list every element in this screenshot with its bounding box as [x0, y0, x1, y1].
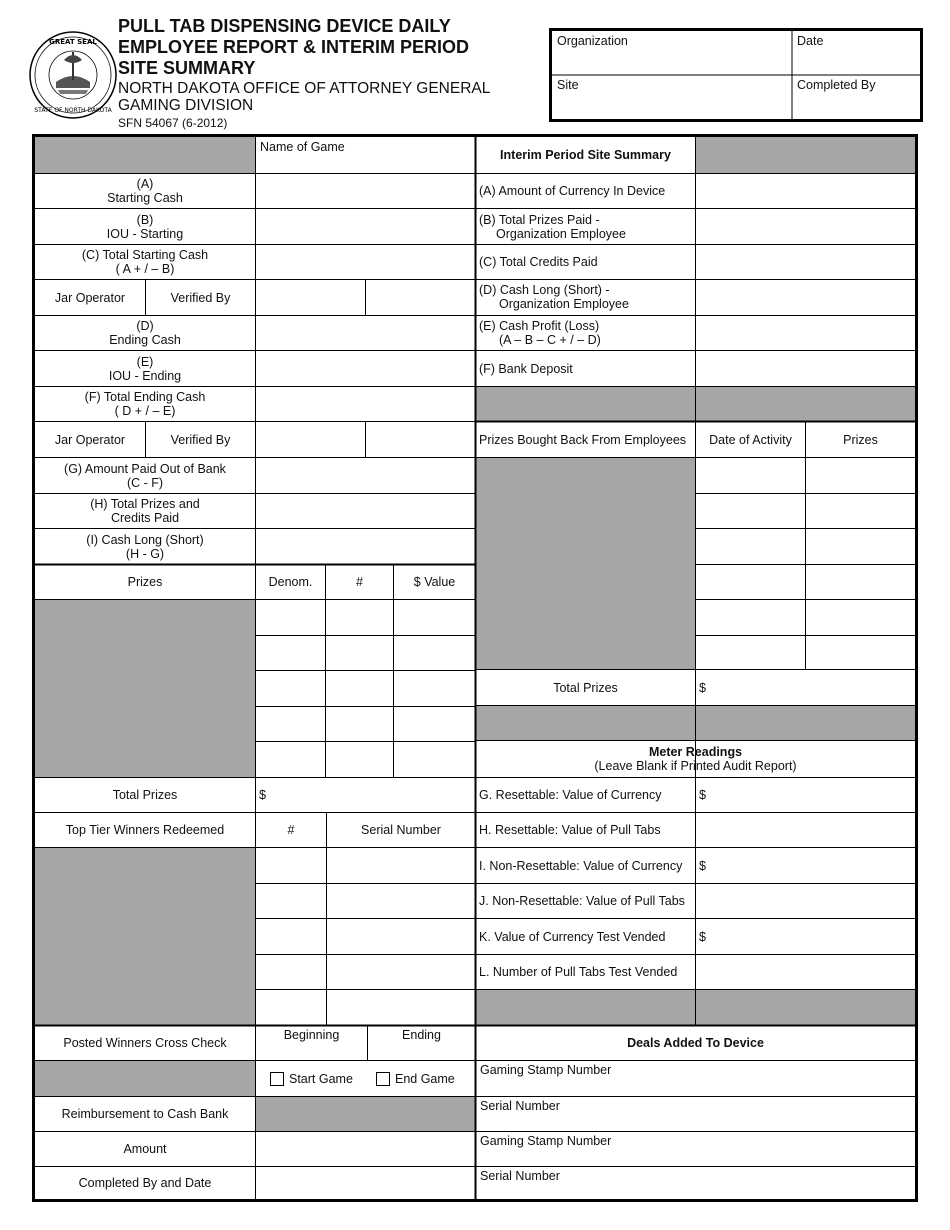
serial-number-field[interactable]: Serial Number: [480, 1099, 560, 1113]
bank-deposit-label: (F) Bank Deposit: [479, 361, 573, 376]
svg-text:GREAT SEAL: GREAT SEAL: [49, 38, 97, 46]
total-prizes-credits-field[interactable]: [256, 494, 475, 528]
prizes-header: Prizes: [843, 432, 878, 447]
pull-tabs-test-vended-field[interactable]: [696, 955, 915, 989]
form-title: PULL TAB DISPENSING DEVICE DAILY EMPLOYEE REPORT & INTERIM PERIOD SITE SUMMARY: [118, 16, 470, 78]
jar-operator-end-field[interactable]: [256, 422, 365, 457]
verified-by-label: Verified By: [170, 290, 231, 305]
top-tier-winners-label: Top Tier Winners Redeemed: [65, 823, 225, 837]
currency-test-vended-label: K. Value of Currency Test Vended: [479, 929, 666, 944]
total-prizes-credits-label: (H) Total Prizes and Credits Paid: [90, 497, 200, 525]
iou-starting-field[interactable]: [256, 209, 475, 244]
ending-field[interactable]: Ending: [402, 1028, 441, 1042]
amount-label: Amount: [123, 1142, 167, 1156]
gaming-stamp-number-field[interactable]: Gaming Stamp Number: [480, 1063, 612, 1077]
non-resettable-pull-tabs-label: J. Non-Resettable: Value of Pull Tabs: [479, 894, 685, 908]
serial-number-header: Serial Number: [361, 823, 441, 837]
resettable-pull-tabs-label: H. Resettable: Value of Pull Tabs: [479, 823, 661, 837]
jar-operator-label: Jar Operator: [54, 432, 126, 447]
start-game-checkbox[interactable]: Start Game: [256, 1061, 366, 1096]
resettable-currency-field[interactable]: $: [699, 788, 706, 802]
end-game-checkbox[interactable]: End Game: [366, 1061, 475, 1096]
cash-long-short-employee-field[interactable]: [696, 280, 915, 315]
total-starting-cash-field[interactable]: [256, 245, 475, 279]
cash-long-short-employee-label: (D) Cash Long (Short) - Organization Employee: [479, 283, 629, 311]
amount-paid-out-label: (G) Amount Paid Out of Bank (C - F): [64, 461, 226, 490]
currency-in-device-field[interactable]: [696, 174, 915, 208]
total-prizes-field[interactable]: $: [259, 788, 266, 802]
total-ending-cash-field[interactable]: [256, 387, 475, 421]
verified-by-label: Verified By: [170, 432, 231, 447]
site-field[interactable]: Site: [557, 78, 579, 92]
reimbursement-label: Reimbursement to Cash Bank: [61, 1107, 229, 1121]
cash-profit-loss-label: (E) Cash Profit (Loss) (A – B – C + / – D): [479, 319, 601, 347]
beginning-field[interactable]: Beginning: [283, 1028, 340, 1042]
main-form: [32, 134, 918, 1202]
iou-ending-field[interactable]: [256, 351, 475, 386]
total-prizes-label: Total Prizes: [112, 788, 178, 802]
bank-deposit-field[interactable]: [696, 351, 915, 386]
starting-cash-label: (A) Starting Cash: [107, 177, 183, 205]
state-seal-icon: [28, 30, 118, 120]
non-resettable-currency-field[interactable]: $: [699, 858, 706, 873]
total-starting-cash-label: (C) Total Starting Cash ( A + / – B): [81, 248, 209, 276]
agency-name: NORTH DAKOTA OFFICE OF ATTORNEY GENERAL GAMING DIVISION: [118, 80, 491, 114]
meter-readings-title: Meter Readings (Leave Blank if Printed Audit Report): [594, 745, 797, 773]
completed-by-date-label: Completed By and Date: [78, 1176, 212, 1190]
name-of-game-field[interactable]: Name of Game: [260, 140, 345, 154]
non-resettable-currency-label: I. Non-Resettable: Value of Currency: [479, 858, 683, 873]
completed-by-field[interactable]: Completed By: [797, 78, 876, 92]
jar-operator-label: Jar Operator: [54, 290, 126, 305]
total-prizes-paid-label: (B) Total Prizes Paid - Organization Employee: [479, 213, 626, 241]
interim-summary-title: Interim Period Site Summary: [500, 148, 671, 162]
total-ending-cash-label: (F) Total Ending Cash ( D + / – E): [84, 390, 206, 418]
iou-ending-label: (E) IOU - Ending: [108, 354, 182, 383]
completed-by-date-field[interactable]: [256, 1167, 475, 1199]
total-prizes-bought-field[interactable]: $: [699, 680, 706, 695]
cash-long-short-field[interactable]: [256, 529, 475, 564]
verified-by-end-field[interactable]: [366, 422, 475, 457]
organization-field[interactable]: Organization: [557, 34, 628, 48]
posted-winners-label: Posted Winners Cross Check: [63, 1036, 227, 1050]
iou-starting-label: (B) IOU - Starting: [106, 212, 184, 241]
starting-cash-field[interactable]: [256, 174, 475, 208]
serial-number-field[interactable]: Serial Number: [480, 1169, 560, 1183]
total-prizes-label: Total Prizes: [553, 680, 618, 695]
amount-field[interactable]: [256, 1132, 475, 1166]
total-prizes-paid-field[interactable]: [696, 209, 915, 244]
svg-text:STATE OF NORTH DAKOTA: STATE OF NORTH DAKOTA: [34, 107, 112, 114]
currency-in-device-label: (A) Amount of Currency In Device: [479, 184, 666, 198]
verified-by-start-field[interactable]: [366, 280, 475, 315]
total-credits-paid-label: (C) Total Credits Paid: [479, 255, 598, 269]
resettable-currency-label: G. Resettable: Value of Currency: [479, 788, 662, 802]
denom-header: Denom.: [268, 575, 313, 589]
header-info-box: [549, 28, 923, 122]
total-credits-paid-field[interactable]: [696, 245, 915, 279]
amount-paid-out-field[interactable]: [256, 458, 475, 493]
prizes-bought-back-label: Prizes Bought Back From Employees: [479, 432, 687, 447]
jar-operator-start-field[interactable]: [256, 280, 365, 315]
checkbox-icon[interactable]: [376, 1072, 390, 1086]
dollar-value-header: $ Value: [413, 575, 456, 589]
ending-cash-field[interactable]: [256, 316, 475, 350]
gaming-stamp-number-field[interactable]: Gaming Stamp Number: [480, 1134, 612, 1148]
count-header: #: [287, 823, 295, 837]
pull-tabs-test-vended-label: L. Number of Pull Tabs Test Vended: [479, 965, 678, 979]
date-of-activity-header: Date of Activity: [709, 432, 792, 447]
deals-added-title: Deals Added To Device: [627, 1036, 764, 1050]
cash-long-short-label: (I) Cash Long (Short) (H - G): [86, 532, 204, 561]
date-field[interactable]: Date: [797, 34, 824, 48]
ending-cash-label: (D) Ending Cash: [109, 319, 181, 347]
cash-profit-loss-field[interactable]: [696, 316, 915, 350]
currency-test-vended-field[interactable]: $: [699, 929, 706, 944]
prizes-label: Prizes: [127, 575, 163, 589]
checkbox-icon[interactable]: [270, 1072, 284, 1086]
count-header: #: [356, 575, 363, 589]
form-number: SFN 54067 (6-2012): [118, 116, 228, 130]
non-resettable-pull-tabs-field[interactable]: [696, 884, 915, 918]
resettable-pull-tabs-field[interactable]: [696, 813, 915, 847]
